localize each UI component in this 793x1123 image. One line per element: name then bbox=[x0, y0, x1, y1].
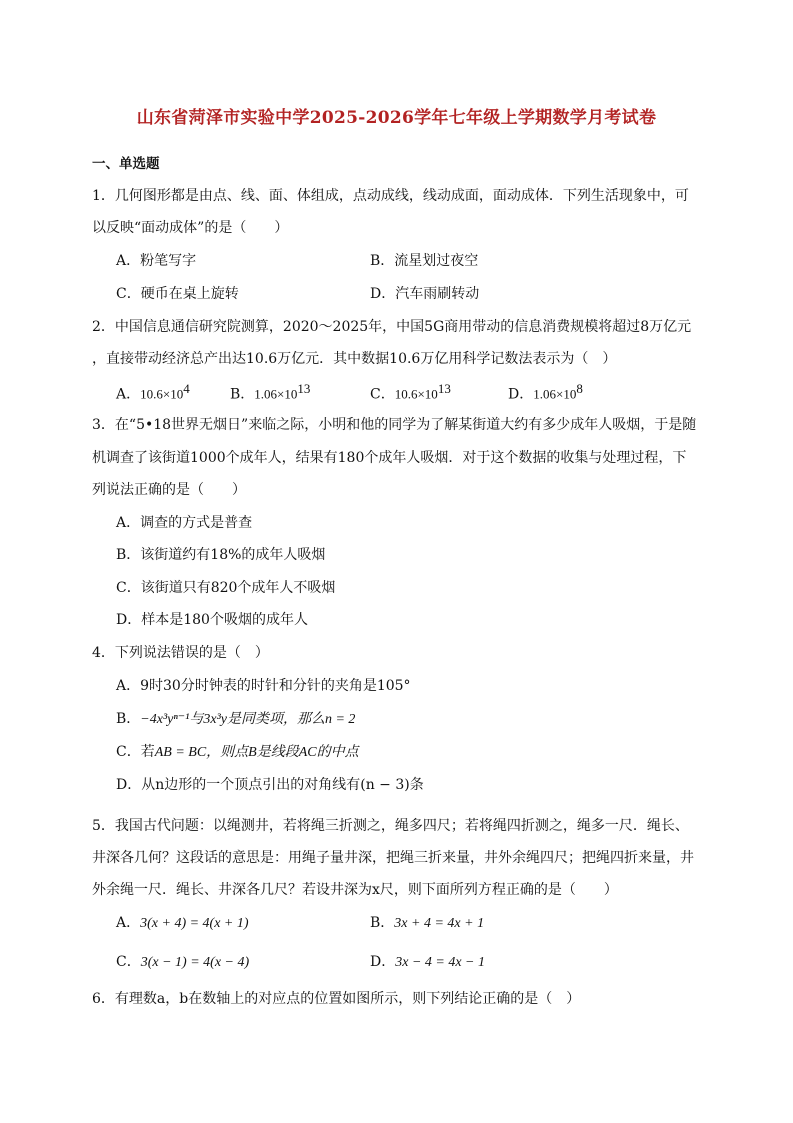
option-base: 10.6×10 bbox=[394, 386, 438, 402]
question-4-option-c bbox=[116, 741, 359, 761]
option-expression: AB = BC，则点B是线段AC的中点 bbox=[154, 745, 359, 760]
question-4-option-b bbox=[116, 708, 355, 728]
question-1-option-c: C．硬币在桌上旋转 bbox=[116, 286, 239, 302]
question-2-option-b bbox=[230, 381, 310, 404]
question-5-line-3: 外余绳一尺．绳长、井深各几尺？若设井深为x尺，则下面所列方程正确的是（ ） bbox=[92, 882, 618, 898]
question-5-option-b bbox=[370, 912, 484, 932]
question-3-line-1: 3．在“5•18世界无烟日”来临之际，小明和他的同学为了解某街道大约有多少成年人吸烟，于是随 bbox=[92, 417, 697, 433]
question-3-option-d: D．样本是180个吸烟的成年人 bbox=[116, 612, 308, 628]
option-expression: −4x³yⁿ⁻¹与3x³y是同类项，那么n = 2 bbox=[140, 712, 356, 727]
question-2-line-2: ，直接带动经济总产出达10.6万亿元．其中数据10.6万亿用科学记数法表示为（ ） bbox=[92, 351, 617, 367]
question-4-option-a: A．9时30分时钟表的时针和分针的夹角是105° bbox=[116, 678, 411, 694]
option-label: B． bbox=[370, 915, 395, 931]
question-4-line-1: 4．下列说法错误的是（ ） bbox=[92, 645, 269, 661]
question-3-line-2: 机调查了该街道1000个成年人，结果有180个成年人吸烟．对于这个数据的收集与处理过程，下 bbox=[92, 450, 687, 466]
question-6-line-1: 6．有理数a，b在数轴上的对应点的位置如图所示，则下列结论正确的是（ ） bbox=[92, 991, 581, 1007]
question-4-option-d: D．从n边形的一个顶点引出的对角线有(n − 3)条 bbox=[116, 777, 424, 793]
question-3-option-b: B．该街道约有18%的成年人吸烟 bbox=[116, 547, 326, 563]
option-label: B． bbox=[116, 711, 141, 727]
option-exponent: 4 bbox=[183, 381, 190, 396]
option-label: D． bbox=[370, 954, 396, 970]
option-exponent: 8 bbox=[576, 381, 583, 396]
option-base: 10.6×10 bbox=[140, 386, 184, 402]
option-label: C． bbox=[370, 386, 395, 403]
option-label: C．若 bbox=[116, 744, 155, 760]
option-label: A． bbox=[116, 915, 141, 931]
question-3-option-a: A．调查的方式是普查 bbox=[116, 515, 253, 531]
question-5-line-2: 井深各几何？这段话的意思是：用绳子量井深，把绳三折来量，井外余绳四尺；把绳四折来量，井 bbox=[92, 850, 694, 866]
question-5-option-d bbox=[370, 951, 485, 971]
question-1-option-b: B．流星划过夜空 bbox=[370, 253, 479, 269]
option-expression: 3x − 4 = 4x − 1 bbox=[395, 955, 486, 970]
option-expression: 3(x − 1) = 4(x − 4) bbox=[140, 955, 250, 970]
question-5-option-a bbox=[116, 912, 249, 932]
option-expression: 3(x + 4) = 4(x + 1) bbox=[140, 916, 249, 931]
question-2-option-c bbox=[370, 381, 451, 404]
question-1-line-2: 以反映“面动成体”的是（ ） bbox=[92, 220, 289, 236]
question-1-option-a: A．粉笔写字 bbox=[116, 253, 197, 269]
option-exponent: 13 bbox=[437, 381, 451, 396]
option-label: D． bbox=[508, 386, 534, 403]
section-heading: 一、单选题 bbox=[92, 156, 160, 172]
option-base: 1.06×10 bbox=[533, 386, 577, 402]
question-3-line-3: 列说法正确的是（ ） bbox=[92, 482, 246, 498]
question-2-option-d bbox=[508, 381, 583, 404]
option-label: A． bbox=[116, 386, 141, 403]
question-3-option-c: C．该街道只有820个成年人不吸烟 bbox=[116, 580, 336, 596]
page-title: 山东省菏泽市实验中学2025-2026学年七年级上学期数学月考试卷 bbox=[136, 108, 657, 128]
option-base: 1.06×10 bbox=[254, 386, 298, 402]
option-label: C． bbox=[116, 954, 141, 970]
question-5-line-1: 5．我国古代问题：以绳测井，若将绳三折测之，绳多四尺；若将绳四折测之，绳多一尺．绳长、 bbox=[92, 818, 689, 834]
question-5-option-c bbox=[116, 951, 249, 971]
question-1-line-1: 1．几何图形都是由点、线、面、体组成，点动成线，线动成面，面动成体．下列生活现象中，可 bbox=[92, 188, 689, 204]
question-1-option-d: D．汽车雨刷转动 bbox=[370, 286, 480, 302]
question-2-option-a bbox=[116, 381, 190, 404]
option-exponent: 13 bbox=[297, 381, 311, 396]
option-expression: 3x + 4 = 4x + 1 bbox=[394, 916, 485, 931]
option-label: B． bbox=[230, 386, 255, 403]
question-2-line-1: 2．中国信息通信研究院测算，2020～2025年，中国5G商用带动的信息消费规模将超过8万亿元 bbox=[92, 319, 692, 335]
